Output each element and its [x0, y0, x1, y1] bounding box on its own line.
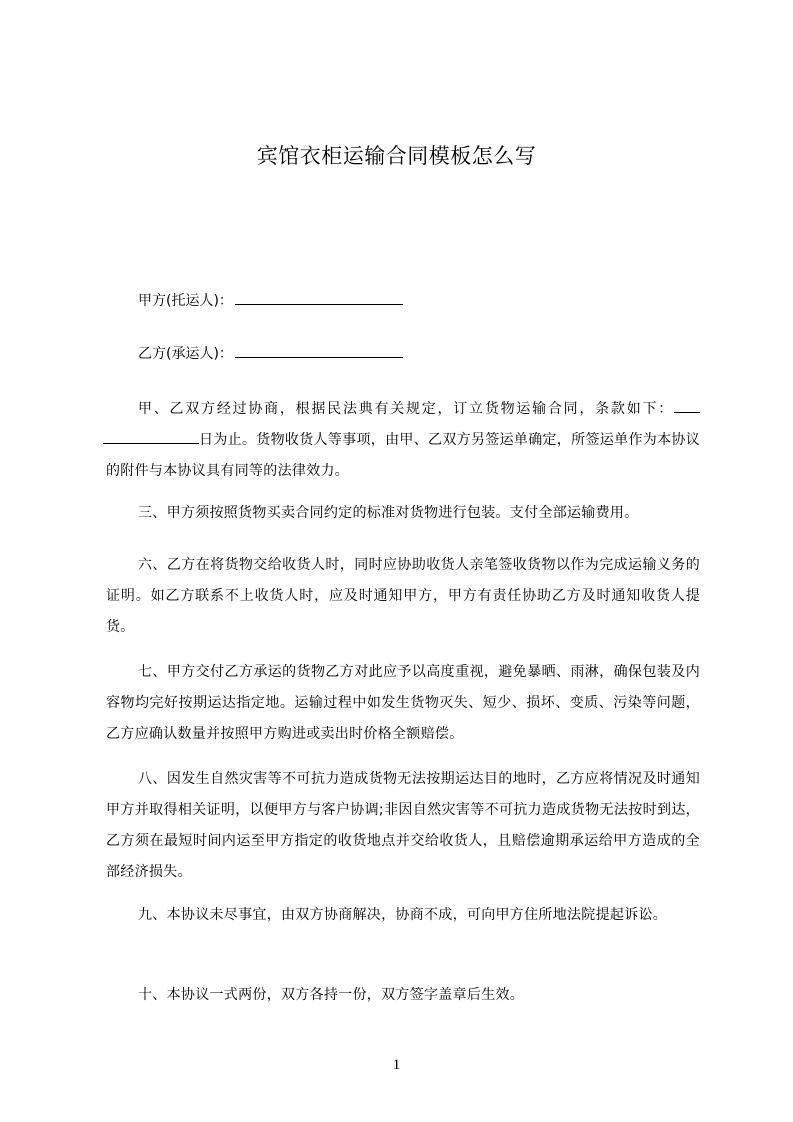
party-a-blank — [235, 290, 403, 305]
document-title: 宾馆衣柜运输合同模板怎么写 — [256, 144, 537, 168]
clause-8: 八、因发生自然灾害等不可抗力造成货物无法按期运达目的地时，乙方应将情况及时通知甲方并取得相关证明，以便甲方与客户协调;非因自然灾害等不可抗力造成货物无法按时到达，乙方须在最短时间内运至甲方指定的收货地点并交给收货人，且赔偿逾期承运给甲方造成的全部经济损失。 — [106, 771, 700, 880]
clause-3: 三、甲方须按照货物买卖合同约定的标准对货物进行包装。支付全部运输费用。 — [138, 505, 639, 521]
page-number: 1 — [392, 1057, 401, 1073]
party-b-label: 乙方(承运人)： — [138, 346, 233, 362]
clause-intro-part-b: 日为止。货物收货人等事项，由甲、乙双方另签运单确定，所签运单作为本协议的附件与本协议具有同等的法律效力。 — [106, 432, 700, 479]
party-a-field — [138, 290, 403, 311]
party-b-blank — [235, 343, 403, 358]
clause-6: 六、乙方在将货物交给收货人时，同时应协助收货人亲笔签收货物以作为完成运输义务的证明。如乙方联系不上收货人时，应及时通知甲方，甲方有责任协助乙方及时通知收货人提货。 — [106, 557, 700, 635]
intro-blank-end — [674, 398, 700, 413]
clause-7: 七、甲方交付乙方承运的货物乙方对此应予以高度重视，避免暴晒、雨淋，确保包装及内容物均完好按期运达指定地。运输过程中如发生货物灭失、短少、损坏、变质、污染等问题，乙方应确认数量并按照甲方购进或卖出时价格全额赔偿。 — [106, 664, 700, 742]
clause-intro-part-a: 甲、乙双方经过协商，根据民法典有关规定，订立货物运输合同，条款如下： — [138, 401, 674, 417]
party-a-label: 甲方(托运人)： — [138, 293, 233, 309]
party-b-field — [138, 343, 403, 364]
clause-9: 九、本协议未尽事宜，由双方协商解决，协商不成，可向甲方住所地法院提起诉讼。 — [138, 907, 668, 923]
intro-blank-continued — [103, 429, 199, 444]
clause-intro — [106, 394, 700, 487]
clause-10: 十、本协议一式两份，双方各持一份，双方签字盖章后生效。 — [138, 987, 525, 1003]
